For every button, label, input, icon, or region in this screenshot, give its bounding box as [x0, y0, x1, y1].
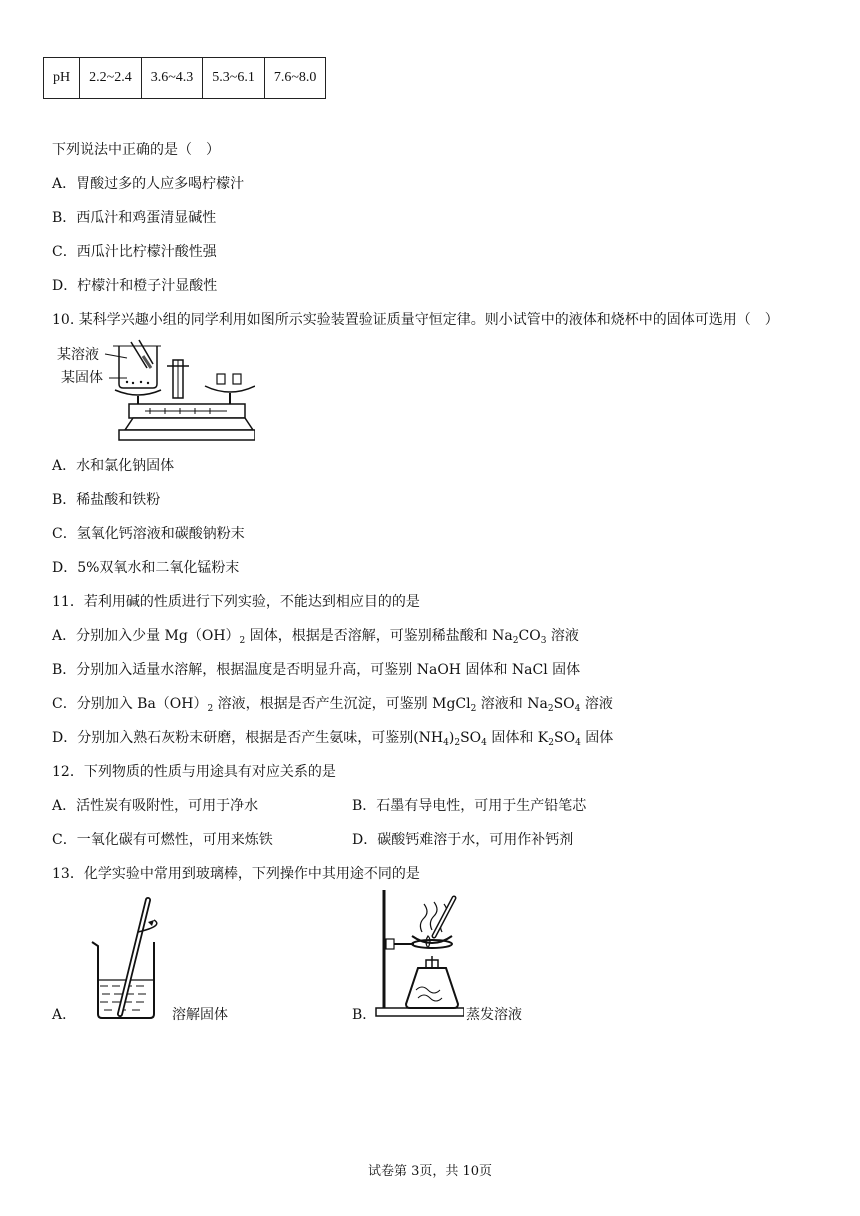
dissolving-beaker-figure [84, 896, 168, 1024]
option-c: C．氢氧化钙溶液和碳酸钠粉末 [52, 526, 245, 542]
table-cell: 2.2~2.4 [80, 58, 142, 99]
option-b-caption: 蒸发溶液 [466, 1007, 522, 1023]
subscript: 2 [470, 704, 477, 714]
question-stem: 下列说法中正确的是（ ） [52, 142, 220, 158]
table-row [44, 58, 326, 99]
option-d [52, 729, 613, 747]
option-d: D．5%双氧水和二氧化锰粉末 [52, 560, 240, 576]
text: 固体和 K [486, 730, 549, 746]
subscript: 2 [548, 738, 554, 748]
table-cell: 5.3~6.1 [203, 58, 265, 99]
figure-label-solution: 某溶液 [57, 346, 99, 362]
question-stem: 11．若利用碱的性质进行下列实验，不能达到相应目的的是 [52, 594, 420, 610]
option-c: C．西瓜汁比柠檬汁酸性强 [52, 244, 217, 260]
text: 溶液 [546, 628, 579, 644]
subscript: 2 [454, 738, 461, 748]
option-a: A．水和氯化钠固体 [52, 458, 175, 474]
balance-figure [55, 338, 255, 446]
question-stem: 13．化学实验中常用到玻璃棒，下列操作中其用途不同的是 [52, 866, 420, 882]
text: 溶液和 Na [476, 696, 548, 712]
option-a: A．活性炭有吸附性，可用于净水 [52, 798, 259, 814]
subscript: 4 [575, 738, 581, 748]
subscript: 4 [574, 704, 581, 714]
option-b: B．西瓜汁和鸡蛋清显碱性 [52, 210, 217, 226]
text: 固体 [580, 730, 614, 746]
question-stem: 12．下列物质的性质与用途具有对应关系的是 [52, 764, 336, 780]
subscript: 2 [547, 704, 554, 714]
option-a: A．胃酸过多的人应多喝柠檬汁 [52, 176, 245, 192]
table-cell: 3.6~4.3 [141, 58, 203, 99]
option-d: D．柠檬汁和橙子汁显酸性 [52, 278, 218, 294]
text: 溶液 [580, 696, 613, 712]
text: SO [460, 730, 482, 746]
text: D．分别加入熟石灰粉末研磨，根据是否产生氨味，可鉴别(NH [52, 730, 444, 746]
table-cell: pH [44, 58, 80, 99]
option-c [52, 695, 613, 713]
text: SO [554, 730, 576, 746]
text: CO [518, 628, 541, 644]
page-footer: 试卷第 3页，共 10页 [367, 1164, 493, 1179]
text: ) [448, 730, 455, 746]
question-stem: 10. 某科学兴趣小组的同学利用如图所示实验装置验证质量守恒定律。则小试管中的液体和烧杯中的固体可选用（ ） [52, 312, 779, 328]
subscript: 2 [512, 636, 519, 646]
subscript: 4 [481, 738, 487, 748]
option-b: B．稀盐酸和铁粉 [52, 492, 161, 508]
text: SO [553, 696, 575, 712]
subscript: 3 [540, 636, 547, 646]
option-a-letter: A． [52, 1007, 77, 1023]
evaporation-apparatus-figure [372, 886, 464, 1022]
table-cell: 7.6~8.0 [264, 58, 326, 99]
option-b-letter: B． [352, 1007, 377, 1023]
text: C．分别加入 Ba（OH） [52, 696, 208, 712]
figure-label-solid: 某固体 [61, 369, 103, 385]
subscript: 2 [239, 636, 246, 646]
text: 溶液，根据是否产生沉淀，可鉴别 MgCl [213, 696, 471, 712]
option-b: B．分别加入适量水溶解，根据温度是否明显升高，可鉴别 NaOH 固体和 NaCl 固体 [52, 662, 581, 678]
text: 固体，根据是否溶解，可鉴别稀盐酸和 Na [245, 628, 513, 644]
option-a-caption: 溶解固体 [172, 1007, 228, 1023]
subscript: 4 [443, 738, 449, 748]
option-a [52, 627, 579, 645]
option-b: B．石墨有导电性，可用于生产铅笔芯 [352, 798, 587, 814]
subscript: 2 [207, 704, 214, 714]
ph-table [43, 57, 326, 99]
text: A．分别加入少量 Mg（OH） [52, 628, 240, 644]
option-d: D．碳酸钙难溶于水，可用作补钙剂 [352, 832, 574, 848]
option-c: C．一氧化碳有可燃性，可用来炼铁 [52, 832, 273, 848]
